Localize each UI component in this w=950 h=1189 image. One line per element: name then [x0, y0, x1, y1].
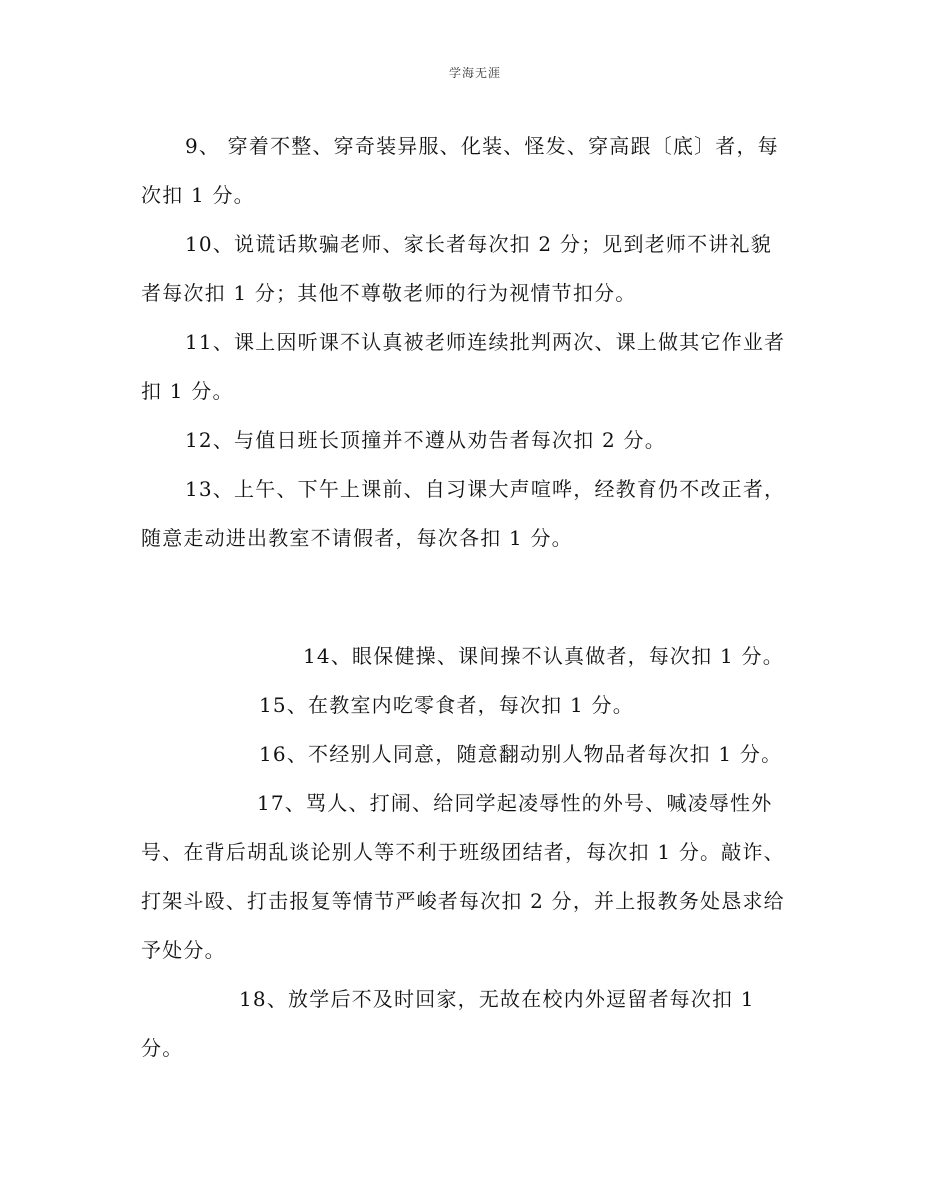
rule-11-text: 11、课上因听课不认真被老师连续批判两次、课上做其它作业者扣 1 分。 [141, 330, 786, 403]
rule-12-text: 12、与值日班长顶撞并不遵从劝告者每次扣 2 分。 [185, 428, 666, 452]
rule-16-text: 16、不经别人同意，随意翻动别人物品者每次扣 1 分。 [259, 742, 783, 766]
rule-10 [141, 220, 793, 318]
rule-13 [141, 465, 793, 563]
rule-16 [141, 730, 793, 779]
rule-9-text: 9、 穿着不整、穿奇装异服、化装、怪发、穿高跟〔底〕者，每次扣 1 分。 [141, 134, 779, 207]
rule-9 [141, 122, 793, 220]
rule-15 [141, 681, 793, 730]
rule-10-text: 10、说谎话欺骗老师、家长者每次扣 2 分；见到老师不讲礼貌者每次扣 1 分；其他不尊敬老师的行为视情节扣分。 [141, 232, 772, 305]
rule-13-text: 13、上午、下午上课前、自习课大声喧哗，经教育仍不改正者，随意走动进出教室不请假者，每次各扣 1 分。 [141, 477, 786, 550]
rule-11 [141, 318, 793, 416]
page-header: 学海无涯 [448, 66, 501, 80]
rule-14-text: 14、眼保健操、课间操不认真做者，每次扣 1 分。 [303, 644, 784, 668]
rule-15-text: 15、在教室内吃零食者，每次扣 1 分。 [259, 693, 634, 717]
rule-17 [141, 779, 793, 975]
rule-18 [141, 975, 793, 1073]
rule-18-text: 18、放学后不及时回家，无故在校内外逗留者每次扣 1 分。 [141, 987, 755, 1060]
rule-12 [141, 416, 793, 465]
rule-14 [141, 632, 793, 681]
rule-17-text: 17、骂人、打闹、给同学起凌辱性的外号、喊凌辱性外号、在背后胡乱谈论别人等不利于班级团结者，每次扣 1 分。敲诈、打架斗殴、打击报复等情节严峻者每次扣 2 分，并上报教务处恳求给予处分。 [141, 791, 785, 962]
